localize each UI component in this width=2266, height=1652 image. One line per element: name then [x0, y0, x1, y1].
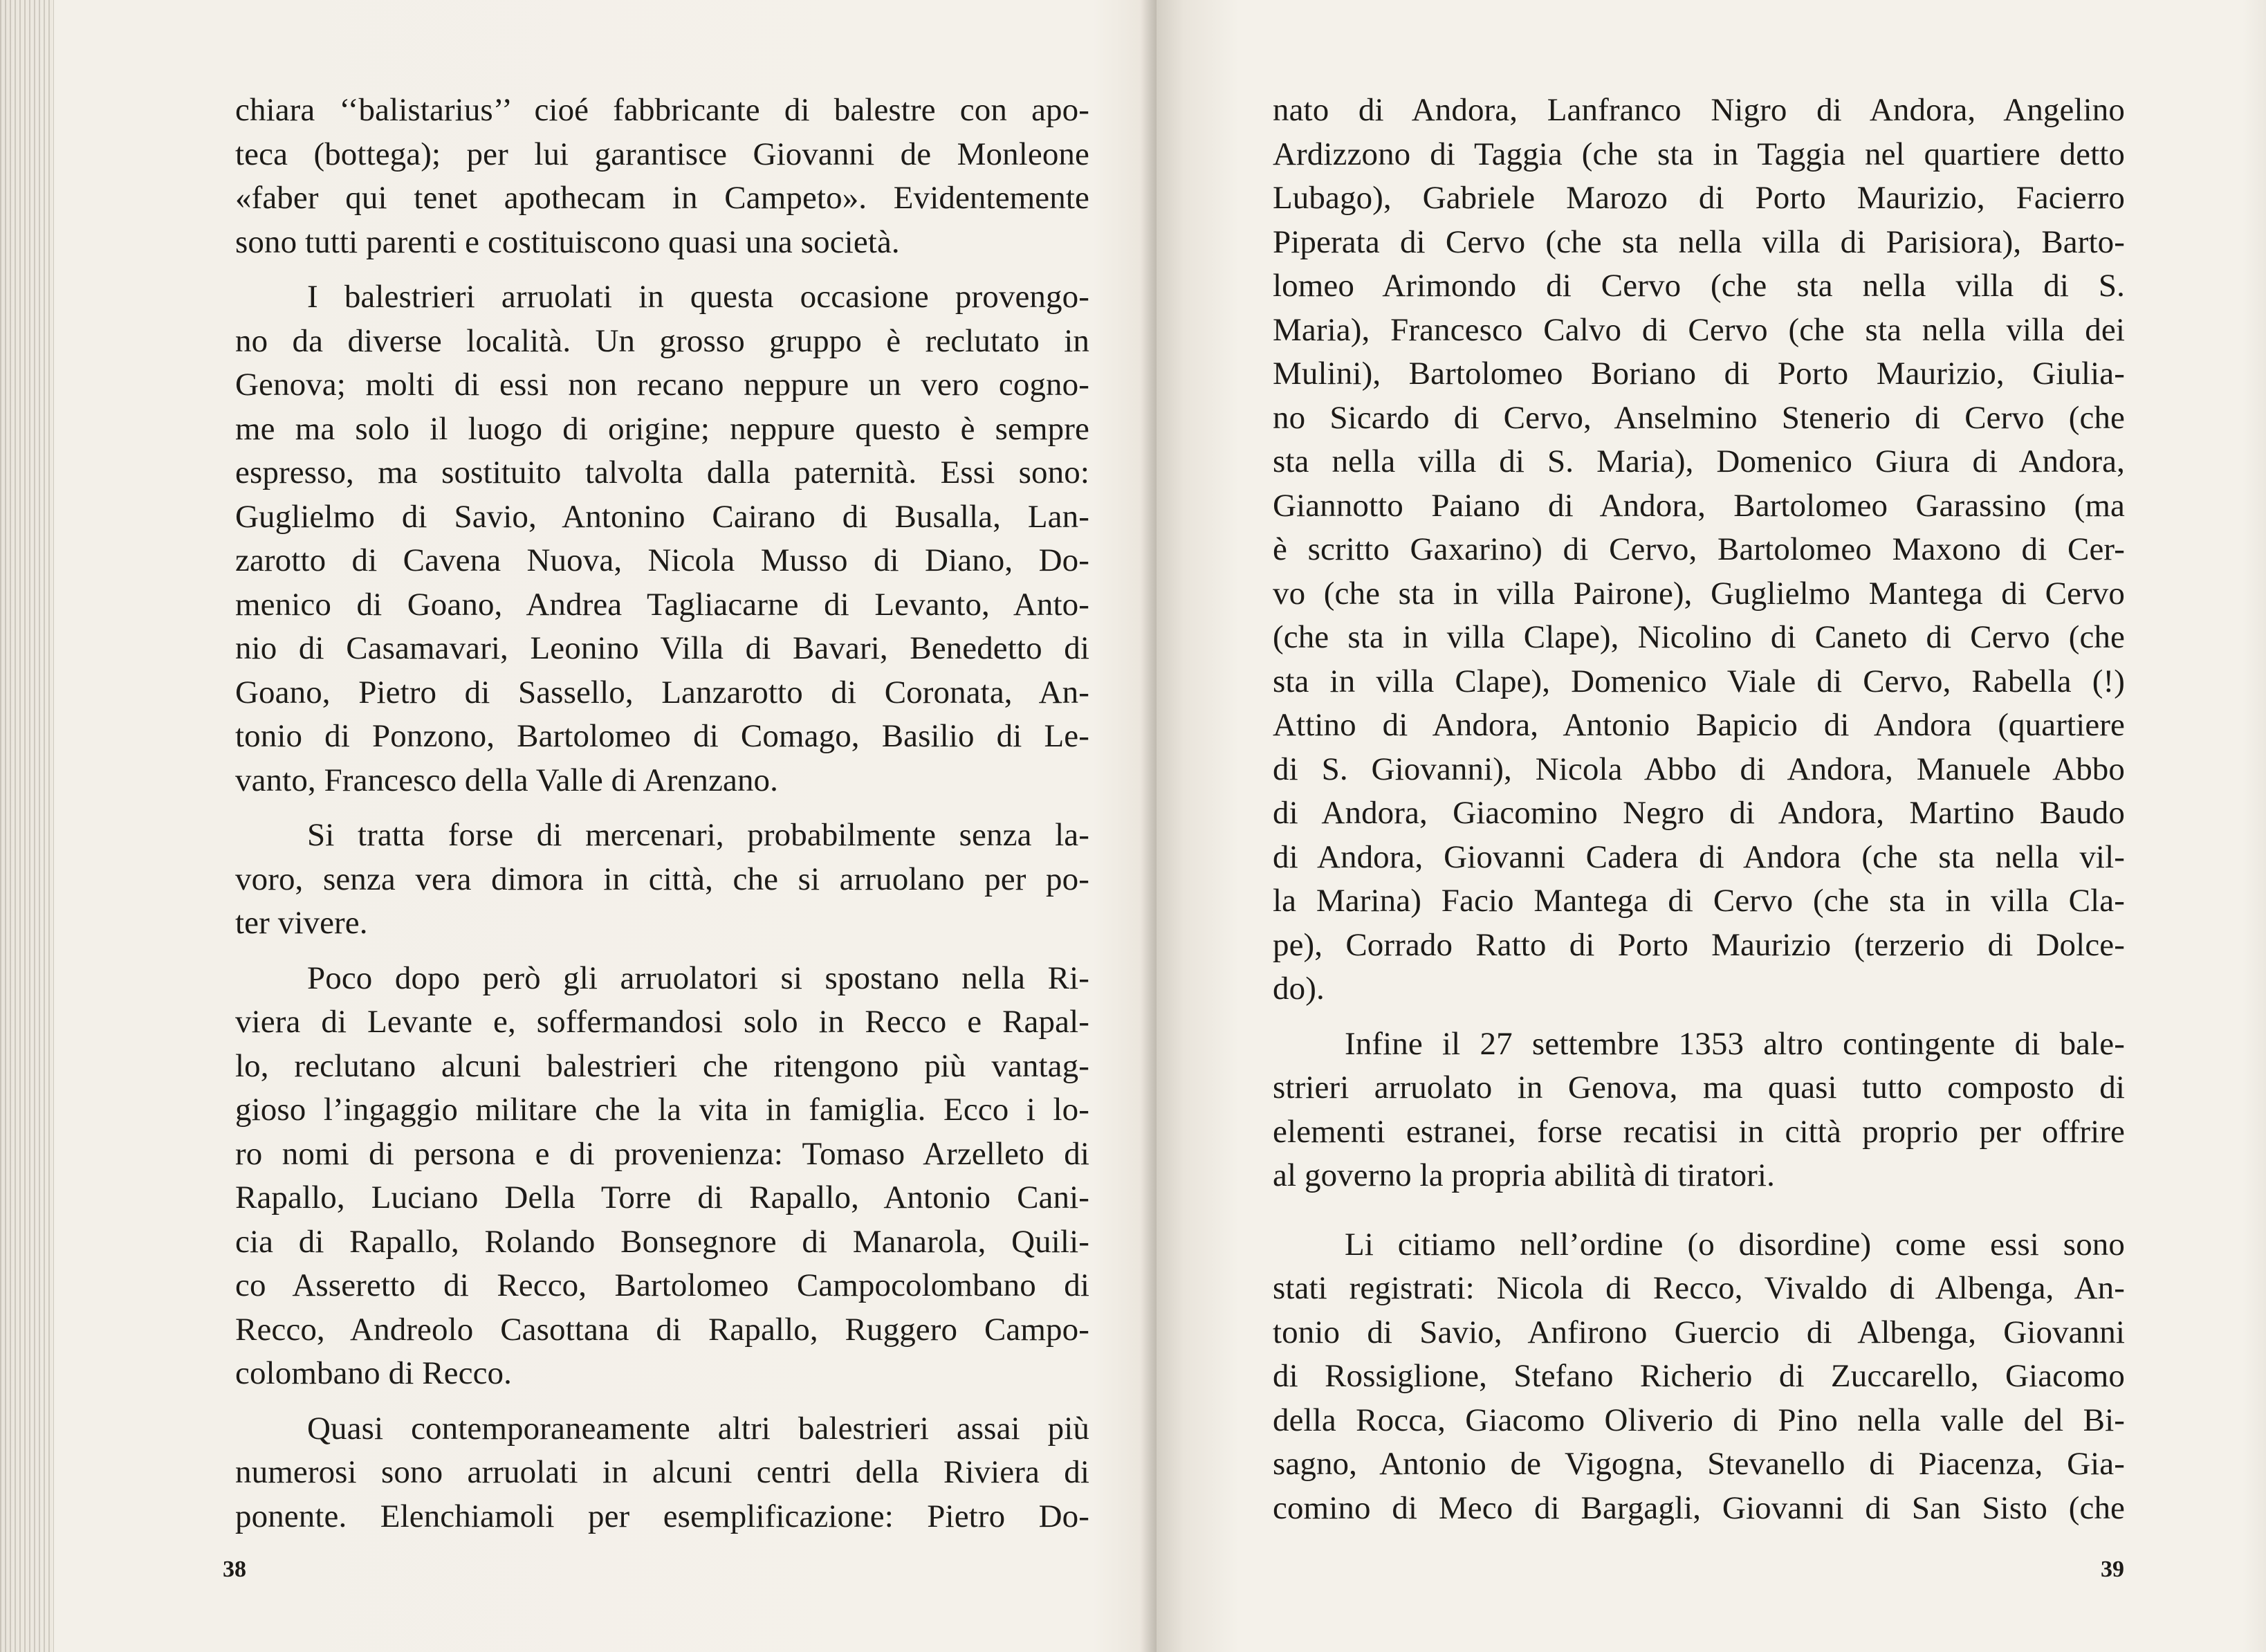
text-line: la Marina) Facio Mantega di Cervo (che sta in villa Cla-	[1273, 883, 2125, 919]
text-line: numerosi sono arruolati in alcuni centri della Riviera di	[235, 1454, 1089, 1490]
text-line: Lubago), Gabriele Marozo di Porto Maurizio, Facierro	[1273, 180, 2125, 216]
text-line: teca (bottega); per lui garantisce Giovanni de Monleone	[235, 136, 1089, 172]
text-line: di Rossiglione, Stefano Richerio di Zuccarello, Giacomo	[1273, 1358, 2125, 1394]
text-line: lo, reclutano alcuni balestrieri che ritengono più vantag-	[235, 1047, 1089, 1084]
text-line: (che sta in villa Clape), Nicolino di Caneto di Cervo (che	[1273, 619, 2125, 655]
paragraph	[235, 814, 1089, 946]
text-line: Quasi contemporaneamente altri balestrieri assai più	[307, 1410, 1089, 1447]
text-line: cia di Rapallo, Rolando Bonsegnore di Manarola, Quili-	[235, 1223, 1089, 1260]
text-line: espresso, ma sostituito talvolta dalla paternità. Essi sono:	[235, 455, 1089, 490]
page-number: 39	[2101, 1557, 2124, 1582]
text-line: Attino di Andora, Antonio Bapicio di Andora (quartiere	[1273, 707, 2125, 743]
text-line: Si tratta forse di mercenari, probabilmente senza la-	[307, 817, 1089, 853]
text-line: Genova; molti di essi non recano neppure un vero cogno-	[235, 367, 1089, 403]
text-line: sta in villa Clape), Domenico Viale di Cervo, Rabella (!)	[1273, 663, 2125, 699]
text-line: Mulini), Bartolomeo Boriano di Porto Maurizio, Giulia-	[1273, 356, 2125, 392]
paragraph	[1273, 1022, 2125, 1198]
text-line: della Rocca, Giacomo Oliverio di Pino nella valle del Bi-	[1273, 1402, 2125, 1438]
text-line: no Sicardo di Cervo, Anselmino Stenerio di Cervo (che	[1273, 399, 2125, 436]
paragraph	[1273, 1223, 2125, 1531]
left-page-body	[235, 89, 1089, 1539]
paragraph	[235, 275, 1089, 802]
text-line: sta nella villa di S. Maria), Domenico Giura di Andora,	[1273, 443, 2125, 479]
right-page	[1157, 0, 2266, 1652]
text-line: lomeo Arimondo di Cervo (che sta nella villa di S.	[1273, 268, 2125, 304]
text-line: elementi estranei, forse recatisi in città proprio per offrire	[1273, 1113, 2125, 1150]
text-line: al governo la propria abilità di tiratori.	[1273, 1157, 1775, 1193]
text-line: Ardizzono di Taggia (che sta in Taggia nel quartiere detto	[1273, 136, 2125, 172]
text-line: gioso l’ingaggio militare che la vita in famiglia. Ecco i lo-	[235, 1092, 1089, 1128]
text-line: Li citiamo nell’ordine (o disordine) come essi sono	[1345, 1226, 2125, 1263]
right-page-body	[1273, 89, 2125, 1530]
text-line: viera di Levante e, soffermandosi solo in Recco e Rapal-	[235, 1004, 1089, 1040]
text-line: di Andora, Giovanni Cadera di Andora (che sta nella vil-	[1273, 838, 2125, 875]
text-line: Piperata di Cervo (che sta nella villa di Parisiora), Barto-	[1273, 223, 2125, 260]
text-line: Maria), Francesco Calvo di Cervo (che sta nella villa dei	[1273, 311, 2125, 348]
page-edges	[0, 0, 54, 1652]
text-line: colombano di Recco.	[235, 1355, 512, 1391]
text-line: menico di Goano, Andrea Tagliacarne di Levanto, Anto-	[235, 586, 1089, 623]
text-line: strieri arruolato in Genova, ma quasi tutto composto di	[1273, 1070, 2125, 1105]
text-line: comino di Meco di Bargagli, Giovanni di San Sisto (che	[1273, 1489, 2125, 1526]
text-line: sagno, Antonio de Vigogna, Stevanello di Piacenza, Gia-	[1273, 1446, 2125, 1482]
text-line: ponente. Elenchiamoli per esemplificazione: Pietro Do-	[235, 1498, 1089, 1534]
text-line: vo (che sta in villa Pairone), Guglielmo Mantega di Cervo	[1273, 575, 2125, 612]
text-line: tonio di Savio, Anfirono Guercio di Albenga, Giovanni	[1273, 1314, 2125, 1350]
text-line: ro nomi di persona e di provenienza: Tomaso Arzelleto di	[235, 1135, 1089, 1172]
text-line: tonio di Ponzono, Bartolomeo di Comago, Basilio di Le-	[235, 718, 1089, 754]
text-line: Poco dopo però gli arruolatori si spostano nella Ri-	[307, 960, 1089, 996]
text-line: nio di Casamavari, Leonino Villa di Bavari, Benedetto di	[235, 630, 1089, 666]
text-line: I balestrieri arruolati in questa occasione provengo-	[307, 279, 1089, 315]
text-line: zarotto di Cavena Nuova, Nicola Musso di Diano, Do-	[235, 542, 1089, 578]
text-line: è scritto Gaxarino) di Cervo, Bartolomeo Maxono di Cer-	[1273, 531, 2125, 567]
text-line: nato di Andora, Lanfranco Nigro di Andora, Angelino	[1273, 92, 2125, 128]
text-line: Recco, Andreolo Casottana di Rapallo, Ruggero Campo-	[235, 1311, 1089, 1348]
text-line: di Andora, Giacomino Negro di Andora, Martino Baudo	[1273, 795, 2125, 831]
text-line: chiara ‘‘balistarius’’ cioé fabbricante di balestre con apo-	[235, 92, 1089, 128]
text-line: vanto, Francesco della Valle di Arenzano.	[235, 762, 778, 798]
text-line: sono tutti parenti e costituiscono quasi una società.	[235, 223, 900, 260]
text-line: Infine il 27 settembre 1353 altro contingente di bale-	[1345, 1025, 2125, 1062]
text-line: Rapallo, Luciano Della Torre di Rapallo, Antonio Cani-	[235, 1180, 1089, 1215]
text-line: no da diverse località. Un grosso gruppo è reclutato in	[235, 322, 1089, 359]
text-line: Goano, Pietro di Sassello, Lanzarotto di Coronata, An-	[235, 674, 1089, 710]
text-line: stati registrati: Nicola di Recco, Vivaldo di Albenga, An-	[1273, 1270, 2125, 1306]
text-line: Giannotto Paiano di Andora, Bartolomeo Garassino (ma	[1273, 487, 2125, 524]
paragraph	[235, 957, 1089, 1396]
paragraph	[235, 89, 1089, 264]
page-number: 38	[223, 1557, 246, 1582]
paragraph	[1273, 89, 2125, 1011]
text-line: pe), Corrado Ratto di Porto Maurizio (terzerio di Dolce-	[1273, 926, 2125, 963]
text-line: voro, senza vera dimora in città, che si arruolano per po-	[235, 861, 1089, 897]
text-line: me ma solo il luogo di origine; neppure questo è sempre	[235, 410, 1089, 447]
text-line: Guglielmo di Savio, Antonino Cairano di Busalla, Lan-	[235, 498, 1089, 535]
text-line: ter vivere.	[235, 905, 368, 941]
text-line: «faber qui tenet apothecam in Campeto». Evidentemente	[235, 180, 1089, 216]
text-line: do).	[1273, 971, 1325, 1007]
paragraph	[235, 1407, 1089, 1539]
text-line: di S. Giovanni), Nicola Abbo di Andora, Manuele Abbo	[1273, 751, 2125, 787]
text-line: co Asseretto di Recco, Bartolomeo Campocolombano di	[235, 1267, 1089, 1303]
